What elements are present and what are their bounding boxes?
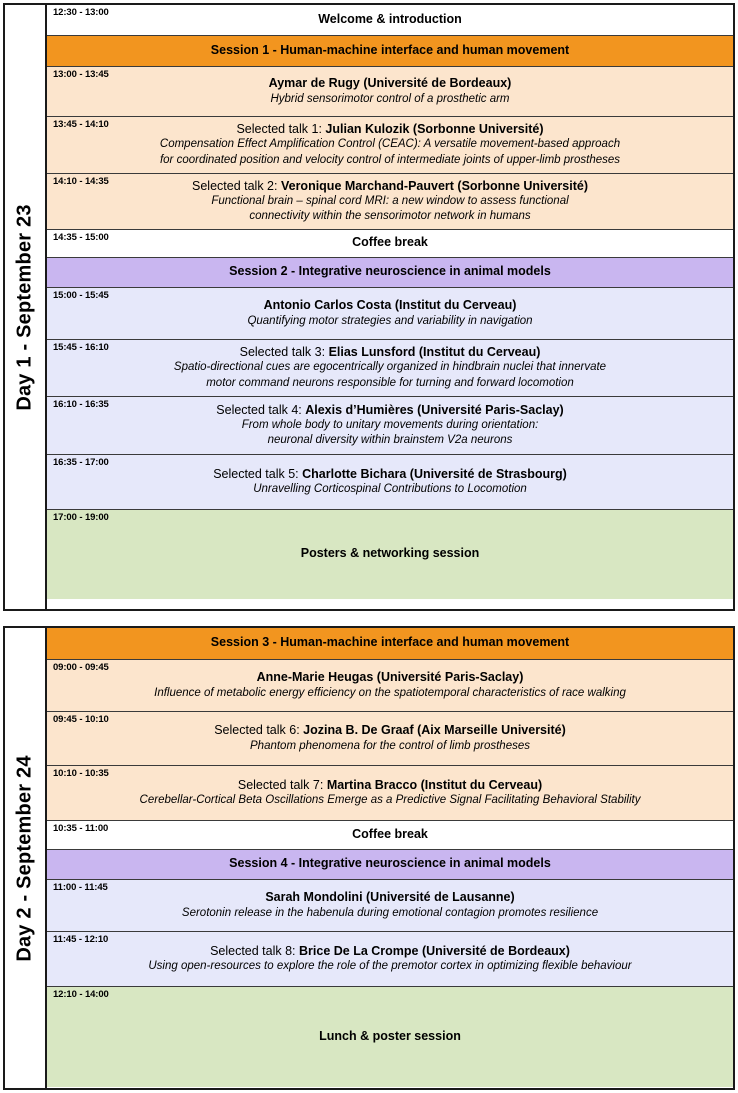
talk-title-line: Spatio-directional cues are egocentrically organized in hindbrain nuclei that innervate <box>173 361 607 374</box>
row-time: 09:45 - 10:10 <box>53 714 109 725</box>
schedule-row <box>47 67 733 117</box>
talk-speaker-name: Jozina B. De Graaf (Aix Marseille Université) <box>303 723 566 738</box>
talk-title-line: Quantifying motor strategies and variability in navigation <box>247 314 533 327</box>
talk-speaker <box>51 777 729 793</box>
talk-speaker <box>51 399 729 418</box>
session-heading: Session 2 - Integrative neuroscience in animal models <box>229 264 551 279</box>
talk-prefix: Selected talk 8: <box>210 943 300 958</box>
talk-speaker-name: Brice De La Crompe (Université de Bordeaux) <box>299 943 570 958</box>
talk-speaker-name: Elias Lunsford (Institut du Cerveau) <box>328 345 541 360</box>
schedule-row <box>47 850 733 880</box>
talk-speaker-name: Sarah Mondolini (Université de Lausanne) <box>265 890 515 905</box>
talk-speaker <box>51 943 729 959</box>
schedule-row <box>47 932 733 987</box>
talk-speaker-name: Martina Bracco (Institut du Cerveau) <box>326 777 543 792</box>
day-label-cell <box>5 5 47 609</box>
day-label: Day 2 - September 24 <box>13 754 36 962</box>
talk-prefix: Selected talk 3: <box>239 345 329 360</box>
talk-title-line: Influence of metabolic energy efficiency on the spatiotemporal characteristics of race walking <box>154 686 626 699</box>
row-title: Posters & networking session <box>300 546 480 561</box>
row-time: 13:45 - 14:10 <box>53 119 109 130</box>
schedule-row <box>47 117 733 174</box>
talk-speaker-name: Charlotte Bichara (Université de Strasbourg) <box>302 466 567 481</box>
talk-prefix: Selected talk 5: <box>213 466 303 481</box>
row-time: 12:10 - 14:00 <box>53 989 109 1000</box>
talk-speaker <box>51 889 729 905</box>
schedule-row <box>47 5 733 36</box>
day-label: Day 1 - September 23 <box>13 203 36 411</box>
row-time: 16:35 - 17:00 <box>53 457 109 468</box>
talk-speaker-name: Veronique Marchand-Pauvert (Sorbonne Université) <box>280 178 588 193</box>
talk-speaker-name: Anne-Marie Heugas (Université Paris-Saclay) <box>256 670 524 685</box>
row-time: 09:00 - 09:45 <box>53 662 109 673</box>
row-title: Coffee break <box>352 235 428 250</box>
row-time: 10:35 - 11:00 <box>53 823 109 834</box>
talk-prefix: Selected talk 1: <box>236 122 326 137</box>
schedule-row <box>47 230 733 258</box>
talk-title-line: motor command neurons responsible for turning and forward locomotion <box>206 376 574 389</box>
talk-title-line: Cerebellar-Cortical Beta Oscillations Emerge as a Predictive Signal Facilitating Behavioral Stability <box>139 794 641 807</box>
talk-speaker-name: Julian Kulozik (Sorbonne Université) <box>325 122 544 137</box>
talk-speaker <box>51 344 729 360</box>
talk-speaker <box>51 121 729 137</box>
schedule-row <box>47 880 733 932</box>
talk-prefix: Selected talk 2: <box>192 178 281 193</box>
talk-speaker <box>51 297 729 313</box>
row-time: 15:45 - 16:10 <box>53 342 109 353</box>
talk-title-line: Functional brain – spinal cord MRI: a new window to assess functional <box>211 194 569 207</box>
row-title: Lunch & poster session <box>319 1028 461 1043</box>
schedule-row <box>47 510 733 599</box>
talk-prefix: Selected talk 7: <box>237 777 327 792</box>
row-time: 11:45 - 12:10 <box>53 934 109 945</box>
row-time: 12:30 - 13:00 <box>53 7 109 18</box>
schedule-row <box>47 455 733 510</box>
talk-title-line: Hybrid sensorimotor control of a prosthetic arm <box>270 92 510 105</box>
schedule-rows <box>47 5 733 609</box>
row-time: 11:00 - 11:45 <box>53 882 108 893</box>
talk-title-line: for coordinated position and velocity control of intermediate joints of upper-limb prostheses <box>159 153 621 166</box>
talk-speaker <box>51 669 729 685</box>
row-time: 17:00 - 19:00 <box>53 512 109 523</box>
schedule-rows <box>47 628 733 1088</box>
talk-speaker <box>51 466 729 482</box>
day-label-cell <box>5 628 47 1088</box>
talk-speaker-name: Antonio Carlos Costa (Institut du Cerveau) <box>263 298 517 313</box>
row-time: 16:10 - 16:35 <box>53 399 109 410</box>
schedule-row <box>47 340 733 397</box>
talk-prefix: Selected talk 4: <box>216 402 306 417</box>
session-heading: Session 3 - Human-machine interface and human movement <box>210 635 570 650</box>
session-heading: Session 4 - Integrative neuroscience in animal models <box>229 856 551 871</box>
row-title: Welcome & introduction <box>318 11 462 26</box>
schedule-row <box>47 712 733 766</box>
schedule-row <box>47 821 733 850</box>
row-time: 14:10 - 14:35 <box>53 176 109 187</box>
day-schedule-table <box>3 626 735 1090</box>
talk-speaker <box>51 722 729 738</box>
schedule-row <box>47 628 733 660</box>
row-time: 14:35 - 15:00 <box>53 232 109 243</box>
schedule-row <box>47 397 733 455</box>
talk-title-line: From whole body to unitary movements during orientation: <box>241 418 539 431</box>
schedule-row <box>47 36 733 67</box>
schedule-row <box>47 766 733 821</box>
schedule-row <box>47 174 733 230</box>
talk-title-line: Unravelling Corticospinal Contributions to Locomotion <box>253 483 527 496</box>
row-time: 10:10 - 10:35 <box>53 768 109 779</box>
row-title: Coffee break <box>352 826 428 841</box>
talk-speaker <box>51 178 729 194</box>
schedule-row <box>47 288 733 340</box>
day-schedule-table <box>3 3 735 611</box>
talk-speaker-name: Alexis d’Humières (Université Paris-Saclay) <box>305 402 564 417</box>
talk-speaker-name: Aymar de Rugy (Université de Bordeaux) <box>268 76 512 91</box>
talk-title-line: Compensation Effect Amplification Control (CEAC): A versatile movement-based approach <box>159 138 621 151</box>
session-heading: Session 1 - Human-machine interface and human movement <box>210 42 570 57</box>
schedule-row <box>47 660 733 712</box>
row-time: 13:00 - 13:45 <box>53 69 109 80</box>
schedule-row <box>47 987 733 1087</box>
talk-title-line: Serotonin release in the habenula during emotional contagion promotes resilience <box>181 906 599 919</box>
row-time: 15:00 - 15:45 <box>53 290 109 301</box>
talk-title-line: Phantom phenomena for the control of limb prostheses <box>250 739 530 752</box>
schedule-row <box>47 258 733 288</box>
talk-prefix: Selected talk 6: <box>214 723 304 738</box>
talk-title-line: Using open-resources to explore the role of the premotor cortex in optimizing flexible behaviour <box>148 960 632 973</box>
talk-title-line: connectivity within the sensorimotor network in humans <box>249 210 531 223</box>
talk-speaker <box>51 75 729 91</box>
talk-title-line: neuronal diversity within brainstem V2a neurons <box>267 434 513 447</box>
